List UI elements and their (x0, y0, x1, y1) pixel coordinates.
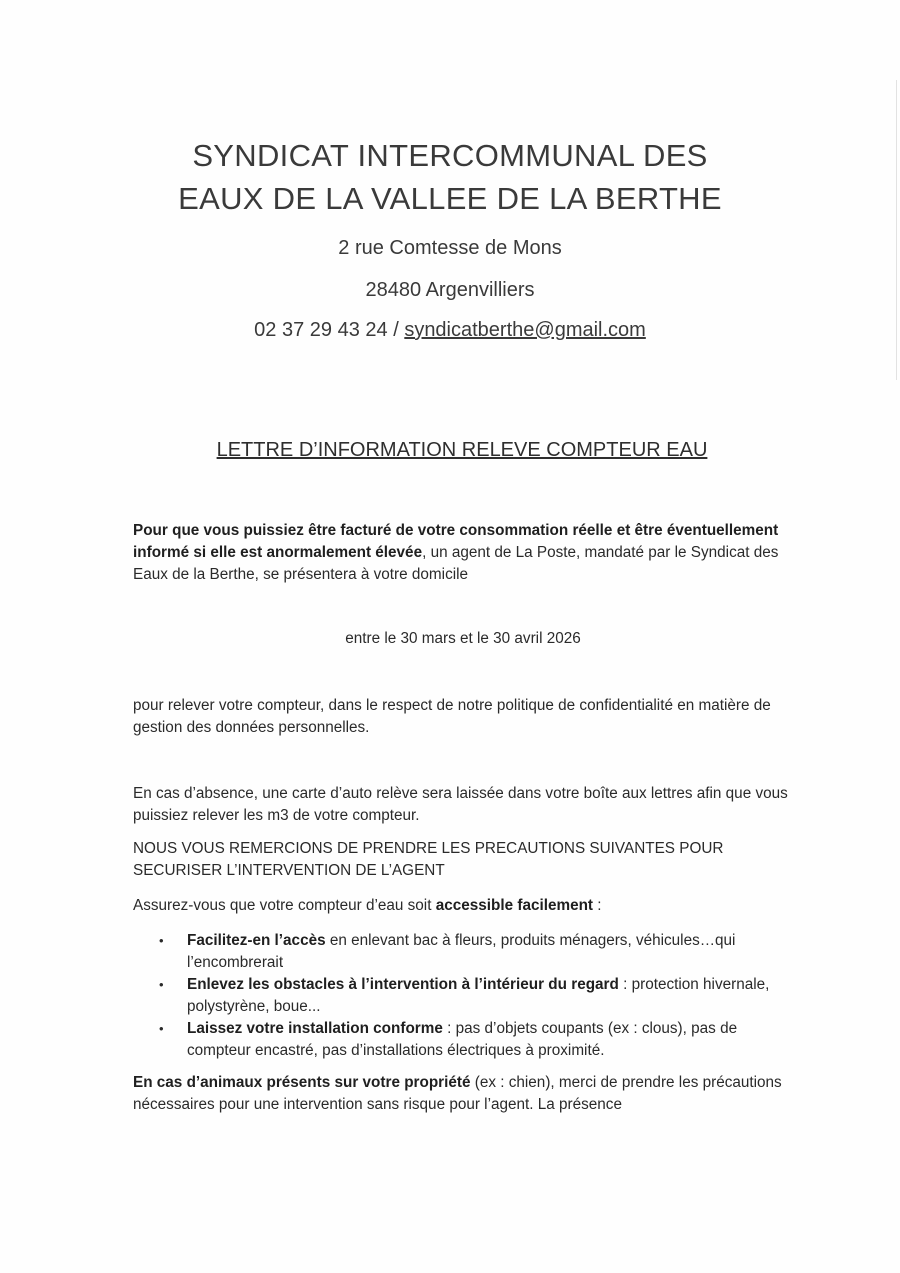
intro-rest: , un agent de La Poste, mandaté par le Syndicat des Eaux de la Berthe, se présentera à votre domicile (133, 544, 779, 583)
list-item-bold: Enlevez les obstacles à l’intervention à l’intérieur du regard (187, 976, 619, 993)
releve-paragraph: pour relever votre compteur, dans le respect de notre politique de confidentialité en matière de gestion des données personnelles. (133, 697, 771, 736)
organization-name-line2: EAUX DE LA VALLEE DE LA BERTHE (178, 181, 722, 216)
list-item (155, 1018, 805, 1062)
bullet-icon: • (159, 1021, 164, 1036)
list-item-text: en enlevant bac à fleurs, produits ménagers, véhicules…qui l’encombrerait (187, 932, 736, 971)
intro-bold: Pour que vous puissiez être facturé de votre consommation réelle et être éventuellement informé si elle est anormalement élevée (133, 522, 779, 561)
contact-separator: / (387, 319, 405, 341)
list-item-bold: Laissez votre installation conforme (187, 1020, 443, 1037)
assurez-end: : (593, 897, 602, 914)
letter-title: LETTRE D’INFORMATION RELEVE COMPTEUR EAU (216, 439, 708, 461)
absence-paragraph: En cas d’absence, une carte d’auto relève sera laissée dans votre boîte aux lettres afin que vous puissiez relever les m3 de votre compteur. (133, 785, 788, 824)
list-item (155, 974, 805, 1018)
list-item-text: : protection hivernale, polystyrène, boue... (187, 976, 770, 1015)
assurez-paragraph (133, 895, 793, 917)
animals-rest: (ex : chien), merci de prendre les précautions nécessaires pour une intervention sans risque pour l’agent. La présence (133, 1074, 782, 1113)
dates-line: entre le 30 mars et le 30 avril 2026 (345, 630, 581, 647)
bullet-icon: • (159, 933, 164, 948)
scan-edge-mark (896, 80, 897, 380)
email-link[interactable]: syndicatberthe@gmail.com (404, 319, 646, 341)
animals-bold: En cas d’animaux présents sur votre propriété (133, 1074, 471, 1091)
assurez-bold: accessible facilement (435, 897, 594, 914)
precautions-heading: NOUS VOUS REMERCIONS DE PRENDRE LES PRECAUTIONS SUIVANTES POUR SECURISER L’INTERVENTION DE L’AGENT (133, 840, 724, 879)
contact-line (0, 319, 900, 342)
bullet-icon: • (159, 977, 164, 992)
animals-paragraph (133, 1072, 793, 1116)
organization-name-line1: SYNDICAT INTERCOMMUNAL DES (192, 138, 708, 173)
list-item (155, 930, 805, 974)
list-item-bold: Facilitez-en l’accès (187, 932, 326, 949)
intro-paragraph (133, 520, 793, 586)
precautions-list (155, 930, 805, 1062)
phone-number: 02 37 29 43 24 (254, 319, 388, 341)
list-item-text: : pas d’objets coupants (ex : clous), pas de compteur encastré, pas d’installations électriques à proximité. (187, 1020, 738, 1059)
address-street: 2 rue Comtesse de Mons (338, 237, 562, 259)
address-city: 28480 Argenvilliers (365, 279, 535, 301)
assurez-text: Assurez-vous que votre compteur d’eau soit (133, 897, 436, 914)
